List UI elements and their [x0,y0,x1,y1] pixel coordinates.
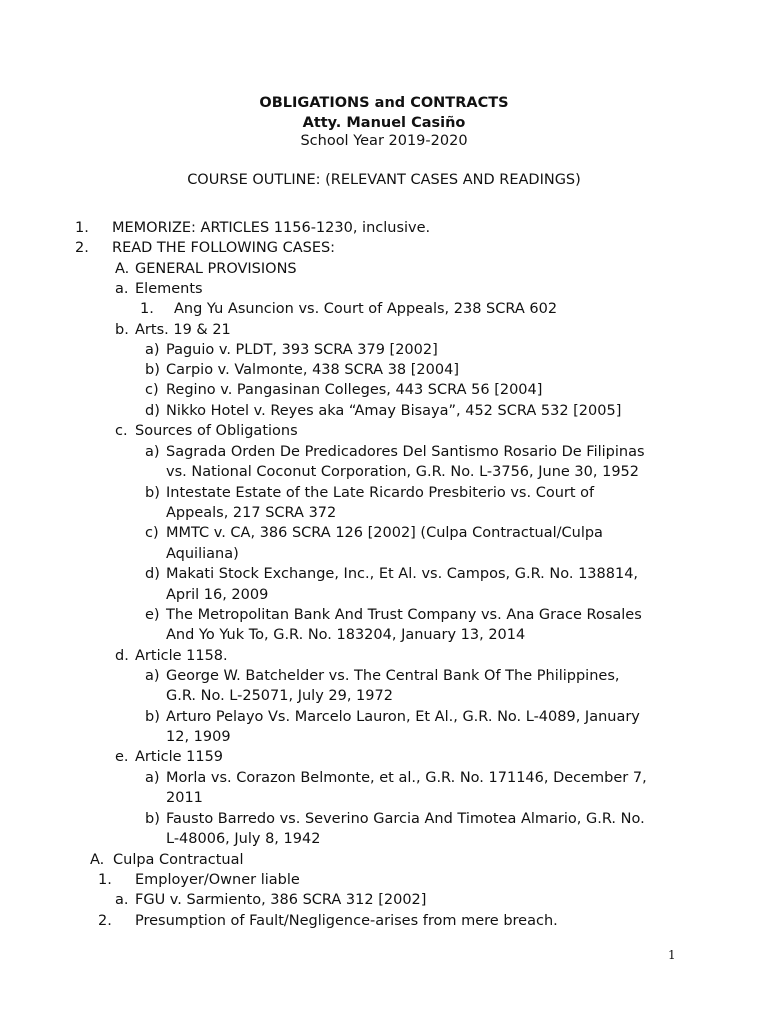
list-marker: a. [115,281,129,297]
case-citation: Morla vs. Corazon Belmonte, et al., G.R. No. 171146, December 7, [166,770,647,786]
page-number: 1 [668,948,676,962]
case-citation: MMTC v. CA, 386 SCRA 126 [2002] (Culpa Contractual/Culpa [166,525,603,541]
list-marker: b) [145,709,160,725]
case-citation: Arturo Pelayo Vs. Marcelo Lauron, Et Al., G.R. No. L-4089, January [166,709,640,725]
case-citation-continued: Aquiliana) [166,546,239,562]
list-marker: d) [145,566,160,582]
list-marker: 1. [98,872,112,888]
case-citation-continued: G.R. No. L-25071, July 29, 1972 [166,688,393,704]
subsection-heading-article-1158: Article 1158. [135,648,228,664]
list-marker: b. [115,322,129,338]
list-marker: c) [145,382,159,398]
section-heading-general-provisions: GENERAL PROVISIONS [135,261,297,277]
section-heading-culpa-contractual: Culpa Contractual [113,852,244,868]
list-marker: b) [145,485,160,501]
outline-item-read-cases: READ THE FOLLOWING CASES: [112,240,336,256]
list-marker: 2. [98,913,112,929]
case-citation-continued: And Yo Yuk To, G.R. No. 183204, January 13, 2014 [166,627,526,643]
case-citation: Nikko Hotel v. Reyes aka “Amay Bisaya”, 452 SCRA 532 [2005] [166,403,622,419]
case-citation: Sagrada Orden De Predicadores Del Santismo Rosario De Filipinas [166,444,645,460]
outline-heading: COURSE OUTLINE: (RELEVANT CASES AND READINGS) [187,172,581,188]
list-marker: 2. [75,240,89,256]
document-title: OBLIGATIONS and CONTRACTS [259,95,509,111]
case-citation: Intestate Estate of the Late Ricardo Presbiterio vs. Court of [166,485,595,501]
list-marker: a) [145,668,160,684]
list-marker: 1. [75,220,89,236]
case-citation: Carpio v. Valmonte, 438 SCRA 38 [2004] [166,362,459,378]
list-marker: 1. [140,301,154,317]
list-marker: c) [145,525,159,541]
case-citation: Makati Stock Exchange, Inc., Et Al. vs. Campos, G.R. No. 138814, [166,566,639,582]
list-marker: a) [145,342,160,358]
subsection-heading-sources: Sources of Obligations [135,423,298,439]
author-name: Atty. Manuel Casiño [302,115,466,131]
list-marker: a) [145,770,160,786]
subsection-heading-elements: Elements [135,281,203,297]
school-year: School Year 2019-2020 [300,133,468,149]
list-marker: e) [145,607,160,623]
list-marker: e. [115,749,129,765]
list-marker: a. [115,892,129,908]
case-citation: Ang Yu Asuncion vs. Court of Appeals, 238 SCRA 602 [174,301,558,317]
list-marker: b) [145,811,160,827]
subsection-heading-arts-19-21: Arts. 19 & 21 [135,322,231,338]
outline-item-presumption: Presumption of Fault/Negligence-arises from mere breach. [135,913,558,929]
case-citation: Paguio v. PLDT, 393 SCRA 379 [2002] [166,342,438,358]
outline-item-memorize: MEMORIZE: ARTICLES 1156-1230, inclusive. [112,220,431,236]
case-citation-continued: L-48006, July 8, 1942 [166,831,321,847]
list-marker: d. [115,648,129,664]
list-marker: d) [145,403,160,419]
case-citation: The Metropolitan Bank And Trust Company vs. Ana Grace Rosales [166,607,642,623]
case-citation: George W. Batchelder vs. The Central Bank Of The Philippines, [166,668,620,684]
list-marker: b) [145,362,160,378]
case-citation: FGU v. Sarmiento, 386 SCRA 312 [2002] [135,892,427,908]
case-citation: Regino v. Pangasinan Colleges, 443 SCRA 56 [2004] [166,382,543,398]
subsection-heading-article-1159: Article 1159 [135,749,224,765]
outline-item-employer-liable: Employer/Owner liable [135,872,300,888]
case-citation: Fausto Barredo vs. Severino Garcia And Timotea Almario, G.R. No. [166,811,645,827]
case-citation-continued: 2011 [166,790,203,806]
case-citation-continued: April 16, 2009 [166,587,269,603]
case-citation-continued: vs. National Coconut Corporation, G.R. No. L-3756, June 30, 1952 [166,464,640,480]
list-marker: c. [115,423,128,439]
list-marker: A. [90,852,105,868]
case-citation-continued: 12, 1909 [166,729,231,745]
list-marker: a) [145,444,160,460]
list-marker: A. [115,261,130,277]
case-citation-continued: Appeals, 217 SCRA 372 [166,505,337,521]
